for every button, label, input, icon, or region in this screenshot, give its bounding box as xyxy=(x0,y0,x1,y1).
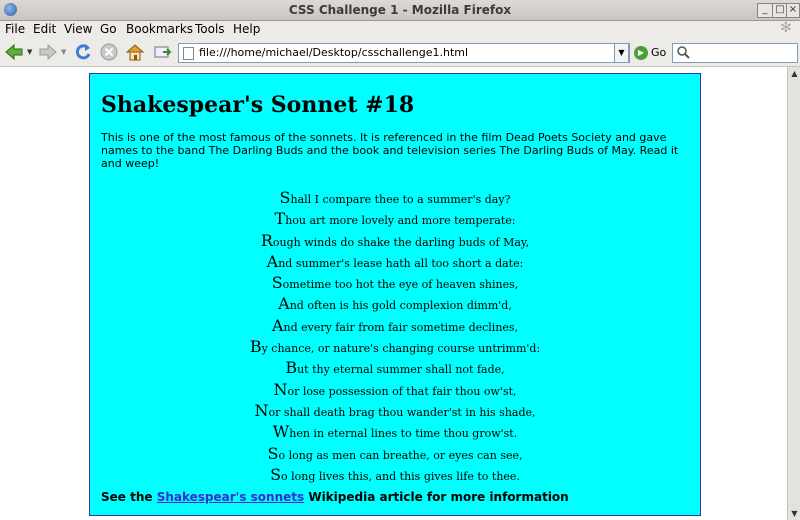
poem-line: Thou art more lovely and more temperate: xyxy=(274,209,516,229)
url-history-dropdown[interactable]: ▼ xyxy=(614,43,629,63)
poem-line: Nor lose possession of that fair thou ow'st, xyxy=(273,379,517,399)
bookmark-page-icon[interactable] xyxy=(152,42,172,62)
menu-go[interactable]: Go xyxy=(100,22,117,36)
menu-tools[interactable]: Tools xyxy=(195,22,225,36)
poem-line: By chance, or nature's changing course untrimm'd: xyxy=(249,337,541,357)
search-icon xyxy=(676,46,692,60)
footer-suffix: Wikipedia article for more information xyxy=(304,490,569,504)
poem-line: And every fair from fair sometime declines, xyxy=(271,315,519,335)
menu-file[interactable]: File xyxy=(5,22,26,36)
home-icon[interactable] xyxy=(125,42,145,62)
forward-arrow-icon[interactable] xyxy=(38,42,58,62)
poem-line: When in eternal lines to time thou grow'st. xyxy=(272,422,518,442)
footer-prefix: See the xyxy=(101,490,157,504)
scroll-up-icon[interactable]: ▲ xyxy=(791,69,798,78)
poem-line: Sometime too hot the eye of heaven shines, xyxy=(271,273,519,293)
poem-line: So long lives this, and this gives life to thee. xyxy=(270,464,520,484)
close-button[interactable]: × xyxy=(786,3,800,18)
poem-line: And summer's lease hath all too short a date: xyxy=(266,251,524,271)
menu-bar xyxy=(0,21,800,38)
menu-view[interactable]: View xyxy=(64,22,93,36)
sonnet-poem xyxy=(90,187,700,485)
stop-icon[interactable] xyxy=(99,42,119,62)
title-bar xyxy=(0,0,800,21)
wikipedia-link[interactable]: Shakespear's sonnets xyxy=(156,490,305,504)
go-icon[interactable]: ▶ xyxy=(634,46,648,60)
poem-line: Rough winds do shake the darling buds of May, xyxy=(260,230,530,250)
page-content xyxy=(0,67,787,520)
address-bar[interactable] xyxy=(178,43,630,63)
poem-line: But thy eternal summer shall not fade, xyxy=(285,358,505,378)
poem-line: So long as men can breathe, or eyes can see, xyxy=(267,443,523,463)
sonnet-panel xyxy=(89,73,701,516)
menu-bookmarks[interactable]: Bookmarks xyxy=(126,22,194,36)
url-text[interactable]: file:///home/michael/Desktop/csschallenge1.html xyxy=(199,46,469,59)
vertical-scrollbar[interactable] xyxy=(787,67,800,520)
menu-help[interactable]: Help xyxy=(233,22,261,36)
intro-paragraph: This is one of the most famous of the sonnets. It is referenced in the film Dead Poets Society and gave names to the band The Darling Buds and the book and television series The Darling Buds of May. Read it and weep! xyxy=(101,131,679,170)
menu-edit[interactable]: Edit xyxy=(33,22,57,36)
maximize-button[interactable]: □ xyxy=(772,3,788,18)
throbber-icon: ✻ xyxy=(780,20,792,36)
scroll-down-icon[interactable]: ▼ xyxy=(791,509,798,518)
poem-line: Nor shall death brag thou wander'st in his shade, xyxy=(254,400,536,420)
navigation-toolbar xyxy=(0,38,800,67)
window-title: CSS Challenge 1 - Mozilla Firefox xyxy=(288,3,512,17)
poem-line: And often is his gold complexion dimm'd, xyxy=(278,294,512,314)
page-icon xyxy=(183,47,194,60)
back-arrow-icon[interactable] xyxy=(4,42,24,62)
forward-dropdown-icon[interactable]: ▼ xyxy=(61,48,67,56)
go-button[interactable]: Go xyxy=(651,46,667,59)
reload-icon[interactable] xyxy=(73,42,93,62)
poem-line: Shall I compare thee to a summer's day? xyxy=(279,188,511,207)
page-title: Shakespear's Sonnet #18 xyxy=(101,92,415,118)
footer-note xyxy=(101,490,569,504)
back-dropdown-icon[interactable]: ▼ xyxy=(27,48,33,56)
search-input[interactable] xyxy=(672,43,798,63)
minimize-button[interactable]: _ xyxy=(757,3,773,18)
